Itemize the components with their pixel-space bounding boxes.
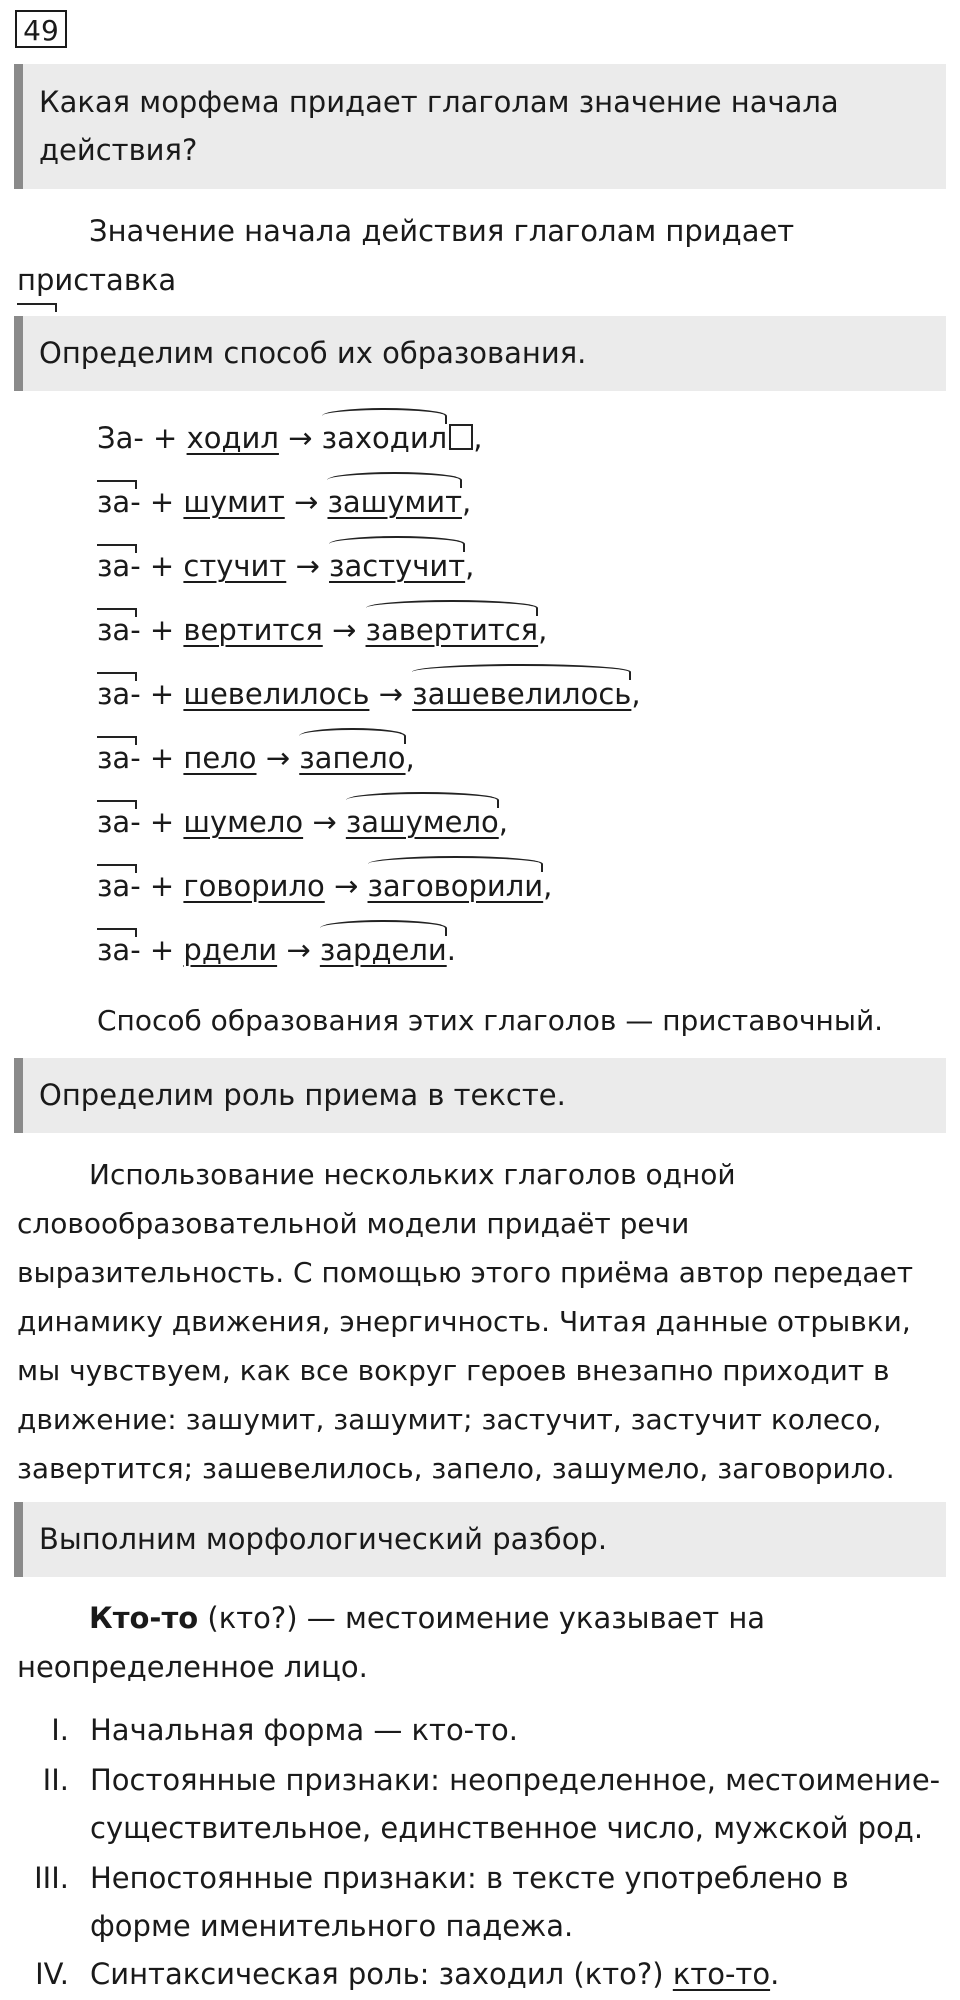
arrow-icon: → [378, 677, 403, 711]
derivation-prefix: За- [97, 421, 144, 455]
derivation-result: зардели [320, 930, 447, 970]
derivation-row [97, 546, 474, 586]
parse-description: (кто?) — местоимение указывает на неопределенное лицо. [17, 1601, 766, 1684]
answer-text-1: Значение начала действия глаголам придает приставка [17, 214, 795, 297]
plus-sign: + [149, 549, 175, 583]
question-header-1 [14, 64, 946, 189]
derivation-prefix: за- [97, 802, 141, 842]
derivation-prefix: за- [97, 674, 141, 714]
parse-word: Кто-то [89, 1601, 199, 1635]
arrow-icon: → [332, 613, 357, 647]
plus-sign: + [149, 869, 175, 903]
derivation-base: шевелилось [183, 677, 370, 711]
role-paragraph [17, 1150, 947, 1493]
syntax-role-text: Синтаксическая роль: заходил (кто?) [90, 1957, 673, 1991]
plus-sign: + [149, 485, 175, 519]
list-item-number: III. [34, 1861, 69, 1895]
question-text-4: Выполним морфологический разбор. [39, 1522, 608, 1556]
derivation-row [97, 674, 641, 714]
derivation-result: заходил [322, 418, 448, 458]
list-item-text: Постоянные признаки: неопределенное, местоимение-существительное, единственное число, мужской род. [90, 1763, 941, 1845]
plus-sign: + [149, 677, 175, 711]
derivation-base: говорило [183, 869, 325, 903]
method-text: Способ образования этих глаголов — приставочный. [97, 1004, 884, 1037]
plus-sign: + [149, 741, 175, 775]
list-item-text: Непостоянные признаки: в тексте употреблено в форме именительного падежа. [90, 1861, 849, 1943]
arrow-icon: → [293, 485, 319, 519]
derivation-row [97, 866, 552, 906]
derivation-prefix: за- [97, 866, 141, 906]
derivation-base: шумело [183, 805, 304, 839]
plus-sign: + [149, 933, 175, 967]
derivation-punct: , [538, 613, 548, 647]
task-number: 49 [15, 10, 67, 48]
derivation-base: стучит [183, 549, 287, 583]
question-text-3: Определим роль приема в тексте. [39, 1078, 566, 1112]
question-header-3 [14, 1058, 946, 1133]
question-text-1: Какая морфема придает глаголам значение начала действия? [39, 85, 839, 167]
list-item [0, 1706, 960, 1754]
derivation-row [97, 738, 415, 778]
syntax-word: кто-то [672, 1957, 771, 1991]
list-item-number: I. [51, 1713, 69, 1747]
arrow-icon: → [286, 933, 311, 967]
derivation-punct: , [631, 677, 641, 711]
derivation-result: запело [299, 738, 405, 778]
derivation-base: вертится [183, 613, 323, 647]
derivation-result: застучит [329, 546, 465, 586]
derivation-prefix: за- [97, 546, 141, 586]
derivation-result: зашумит [327, 482, 462, 522]
derivation-punct: , [465, 549, 475, 583]
plus-sign: + [153, 421, 178, 455]
derivation-row [97, 802, 508, 842]
plus-sign: + [149, 613, 175, 647]
plus-sign: + [149, 805, 175, 839]
syntax-end: . [770, 1957, 780, 1991]
derivation-punct: , [405, 741, 415, 775]
derivation-result: зашумело [346, 802, 499, 842]
arrow-icon: → [295, 549, 320, 583]
list-item-number: II. [42, 1763, 69, 1797]
list-item [0, 1950, 960, 1998]
arrow-icon: → [265, 741, 291, 775]
method-paragraph [97, 996, 947, 1045]
list-item-text: Начальная форма — кто-то. [90, 1713, 519, 1747]
parse-paragraph [17, 1594, 947, 1692]
derivation-row [97, 418, 482, 458]
list-item-number: IV. [35, 1957, 69, 1991]
derivation-result: заговорили [368, 866, 544, 906]
derivation-result: завертится [366, 610, 539, 650]
derivation-punct: . [446, 933, 456, 967]
derivation-row [97, 610, 547, 650]
derivation-base: пело [183, 741, 257, 775]
derivation-prefix: за- [97, 930, 141, 970]
derivation-row [97, 930, 456, 970]
derivation-row [97, 482, 471, 522]
list-item-text [90, 1950, 950, 1998]
derivation-base: ходил [186, 421, 279, 455]
derivation-base: шумит [183, 485, 285, 519]
derivation-prefix: за- [97, 482, 141, 522]
list-item [0, 1756, 960, 1852]
zero-ending-box [449, 424, 473, 450]
derivation-punct: , [543, 869, 553, 903]
role-text: Использование нескольких глаголов одной словообразовательной модели придаёт речи выразительность. С помощью этого приёма автор передает динамику движения, энергичность. Читая данные отрывки, мы чувствуем, как все вокруг героев внезапно приходит в движение: зашумит, зашумит; застучит, застучит колесо, завертится; зашевелилось, запело, зашумело, заговорило. [17, 1158, 914, 1485]
list-item [0, 1854, 960, 1950]
derivation-punct: , [498, 805, 508, 839]
question-text-2: Определим способ их образования. [39, 336, 587, 370]
derivation-prefix: за- [97, 738, 141, 778]
derivation-punct: , [462, 485, 472, 519]
arrow-icon: → [312, 805, 337, 839]
derivation-punct: , [473, 421, 483, 455]
arrow-icon: → [333, 869, 359, 903]
question-header-4 [14, 1502, 946, 1577]
derivation-prefix: за- [97, 610, 141, 650]
derivation-result: зашевелилось [412, 674, 631, 714]
arrow-icon: → [288, 421, 313, 455]
derivation-base: рдели [183, 933, 278, 967]
question-header-2 [14, 316, 946, 391]
